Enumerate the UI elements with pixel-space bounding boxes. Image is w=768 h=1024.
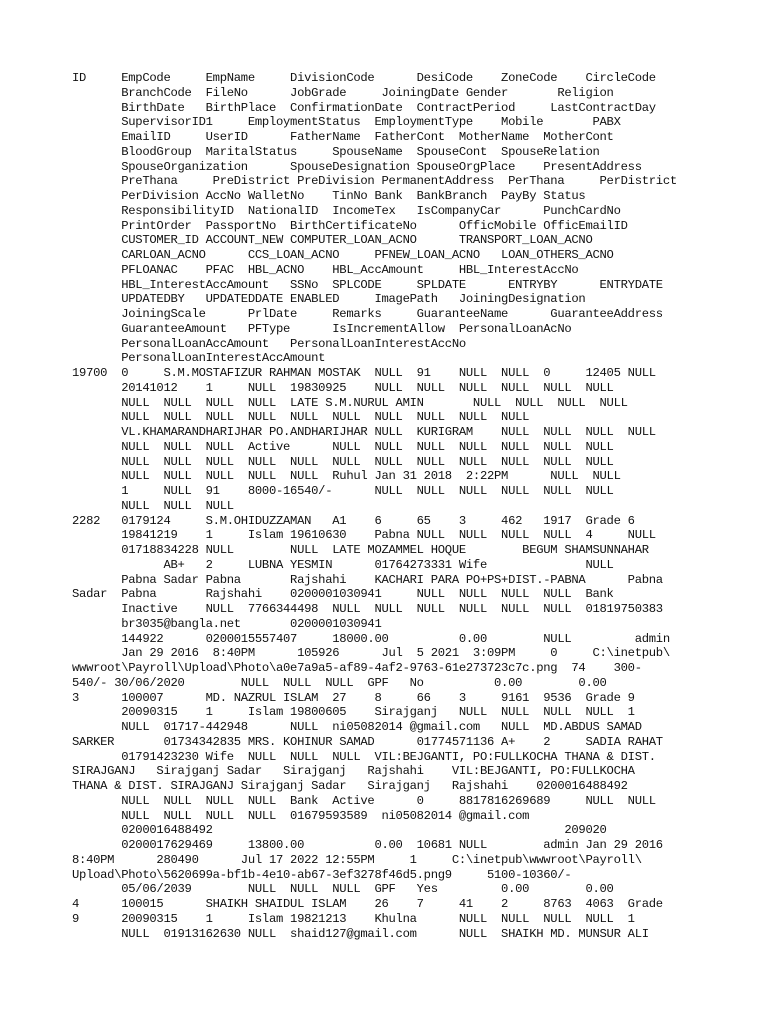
- text-line: Sadar Pabna Rajshahi 0200001030941 NULL NULL NULL NULL Bank: [72, 587, 614, 602]
- text-line: CARLOAN_ACNO CCS_LOAN_ACNO PFNEW_LOAN_ACNO LOAN_OTHERS_ACNO: [72, 248, 614, 262]
- text-line: VL.KHAMARANDHARIJHAR PO.ANDHARIJHAR NULL KURIGRAM NULL NULL NULL NULL: [72, 425, 656, 439]
- text-line: UPDATEDBY UPDATEDDATE ENABLED ImagePath JoiningDesignation: [72, 292, 586, 307]
- text-line: NULL NULL NULL NULL NULL Ruhul Jan 31 2018 2:22PM NULL NULL: [72, 469, 621, 484]
- text-line: 9 20090315 1 Islam 19821213 Khulna NULL NULL NULL NULL 1: [72, 911, 635, 926]
- text-line: PrintOrder PassportNo BirthCertificateNo OfficMobile OfficEmailID: [72, 218, 628, 233]
- text-line: 19700 0 S.M.MOSTAFIZUR RAHMAN MOSTAK NULL 91 NULL NULL 0 12405 NULL: [72, 366, 656, 380]
- text-line: ResponsibilityID NationalID IncomeTex IsCompanyCar PunchCardNo: [72, 203, 621, 218]
- text-line: 19841219 1 Islam 19610630 Pabna NULL NULL NULL NULL 4 NULL: [72, 528, 656, 543]
- text-line: 4 100015 SHAIKH SHAIDUL ISLAM 26 7 41 2 8763 4063 Grade: [72, 897, 663, 911]
- text-line: NULL NULL NULL NULL Bank Active 0 8817816269689 NULL NULL: [72, 793, 656, 808]
- text-line: NULL NULL NULL NULL NULL NULL NULL NULL NULL NULL NULL NULL: [72, 454, 614, 469]
- text-line: NULL NULL NULL NULL 01679593589 ni05082014 @gmail.com: [72, 808, 530, 823]
- text-line: NULL NULL NULL: [72, 498, 234, 513]
- text-line: PreThana PreDistrict PreDivision PermanentAddress PerThana PerDistrict: [72, 174, 677, 189]
- text-line: PerDivision AccNo WalletNo TinNo Bank BankBranch PayBy Status: [72, 189, 586, 203]
- text-line: NULL NULL NULL NULL NULL NULL NULL NULL NULL NULL: [72, 410, 530, 425]
- text-line: 20090315 1 Islam 19800605 Sirajganj NULL NULL NULL NULL 1: [72, 705, 635, 720]
- text-line: SpouseOrganization SpouseDesignation SpouseOrgPlace PresentAddress: [72, 159, 642, 174]
- text-line: SIRAJGANJ Sirajganj Sadar Sirajganj Rajshahi VIL:BEJGANTI, PO:FULLKOCHA: [72, 764, 635, 779]
- text-line: PFLOANAC PFAC HBL_ACNO HBL_AccAmount HBL_InterestAccNo: [72, 262, 579, 277]
- text-line: NULL NULL NULL Active NULL NULL NULL NULL NULL NULL NULL: [72, 439, 614, 454]
- text-line: BloodGroup MaritalStatus SpouseName SpouseCont SpouseRelation: [72, 144, 600, 159]
- text-line: NULL 01717-442948 NULL ni05082014 @gmail.com NULL MD.ABDUS SAMAD: [72, 720, 642, 734]
- text-line: 8:40PM 280490 Jul 17 2022 12:55PM 1 C:\inetpub\wwwroot\Payroll\: [72, 852, 642, 867]
- text-line: GuaranteeAmount PFType IsIncrementAllow PersonalLoanAcNo: [72, 321, 572, 336]
- text-line: 05/06/2039 NULL NULL NULL GPF Yes 0.00 0.00: [72, 882, 614, 897]
- text-line: EmailID UserID FatherName FatherCont MotherName MotherCont: [72, 130, 614, 144]
- text-line: SARKER 01734342835 MRS. KOHINUR SAMAD 01774571136 A+ 2 SADIA RAHAT: [72, 734, 663, 749]
- text-line: BranchCode FileNo JobGrade JoiningDate Gender Religion: [72, 85, 614, 100]
- text-line: 3 100007 MD. NAZRUL ISLAM 27 8 66 3 9161 9536 Grade 9: [72, 690, 635, 705]
- text-line: ID EmpCode EmpName DivisionCode DesiCode ZoneCode CircleCode: [72, 71, 656, 85]
- text-line: PersonalLoanAccAmount PersonalLoanInterestAccNo: [72, 336, 466, 351]
- text-line: 20141012 1 NULL 19830925 NULL NULL NULL NULL NULL NULL: [72, 380, 614, 395]
- text-line: 1 NULL 91 8000-16540/- NULL NULL NULL NULL NULL NULL: [72, 484, 614, 498]
- text-line: 144922 0200015557407 18000.00 0.00 NULL admin: [72, 631, 670, 646]
- text-line: br3035@bangla.net 0200001030941: [72, 616, 382, 631]
- text-line: THANA & DIST. SIRAJGANJ Sirajganj Sadar Sirajganj Rajshahi 0200016488492: [72, 779, 628, 793]
- text-line: Jan 29 2016 8:40PM 105926 Jul 5 2021 3:09PM 0 C:\inetpub\: [72, 646, 670, 661]
- text-line: HBL_InterestAccAmount SSNo SPLCODE SPLDATE ENTRYBY ENTRYDATE: [72, 277, 663, 292]
- text-line: PersonalLoanInterestAccAmount: [72, 351, 326, 366]
- text-line: BirthDate BirthPlace ConfirmationDate ContractPeriod LastContractDay: [72, 100, 656, 115]
- text-line: wwwroot\Payroll\Upload\Photo\a0e7a9a5-af89-4af2-9763-61e273723c7c.png 74 300-: [72, 661, 642, 675]
- text-line: NULL 01913162630 NULL shaid127@gmail.com NULL SHAIKH MD. MUNSUR ALI: [72, 926, 649, 941]
- text-line: 2282 0179124 S.M.OHIDUZZAMAN A1 6 65 3 462 1917 Grade 6: [72, 513, 635, 528]
- text-line: JoiningScale PrlDate Remarks GuaranteeName GuaranteeAddress: [72, 307, 663, 321]
- text-line: SupervisorID1 EmploymentStatus EmploymentType Mobile PABX: [72, 115, 621, 130]
- text-line: 01718834228 NULL NULL LATE MOZAMMEL HOQUE BEGUM SHAMSUNNAHAR: [72, 543, 649, 557]
- document-page: [72, 71, 692, 941]
- text-line: 0200017629469 13800.00 0.00 10681 NULL admin Jan 29 2016: [72, 838, 663, 852]
- text-line: Inactive NULL 7766344498 NULL NULL NULL NULL NULL NULL 01819750383: [72, 602, 663, 616]
- text-line: Upload\Photo\5620699a-bf1b-4e10-ab67-3ef3278f46d5.png9 5100-10360/-: [72, 867, 572, 882]
- text-line: 0200016488492 209020: [72, 823, 607, 838]
- text-line: 01791423230 Wife NULL NULL NULL VIL:BEJGANTI, PO:FULLKOCHA THANA & DIST.: [72, 749, 656, 764]
- text-line: AB+ 2 LUBNA YESMIN 01764273331 Wife NULL: [72, 557, 614, 572]
- text-line: NULL NULL NULL NULL LATE S.M.NURUL AMIN NULL NULL NULL NULL: [72, 395, 628, 410]
- text-line: Pabna Sadar Pabna Rajshahi KACHARI PARA PO+PS+DIST.-PABNA Pabna: [72, 572, 663, 587]
- text-line: CUSTOMER_ID ACCOUNT_NEW COMPUTER_LOAN_ACNO TRANSPORT_LOAN_ACNO: [72, 233, 593, 248]
- text-line: 540/- 30/06/2020 NULL NULL NULL GPF No 0.00 0.00: [72, 675, 607, 690]
